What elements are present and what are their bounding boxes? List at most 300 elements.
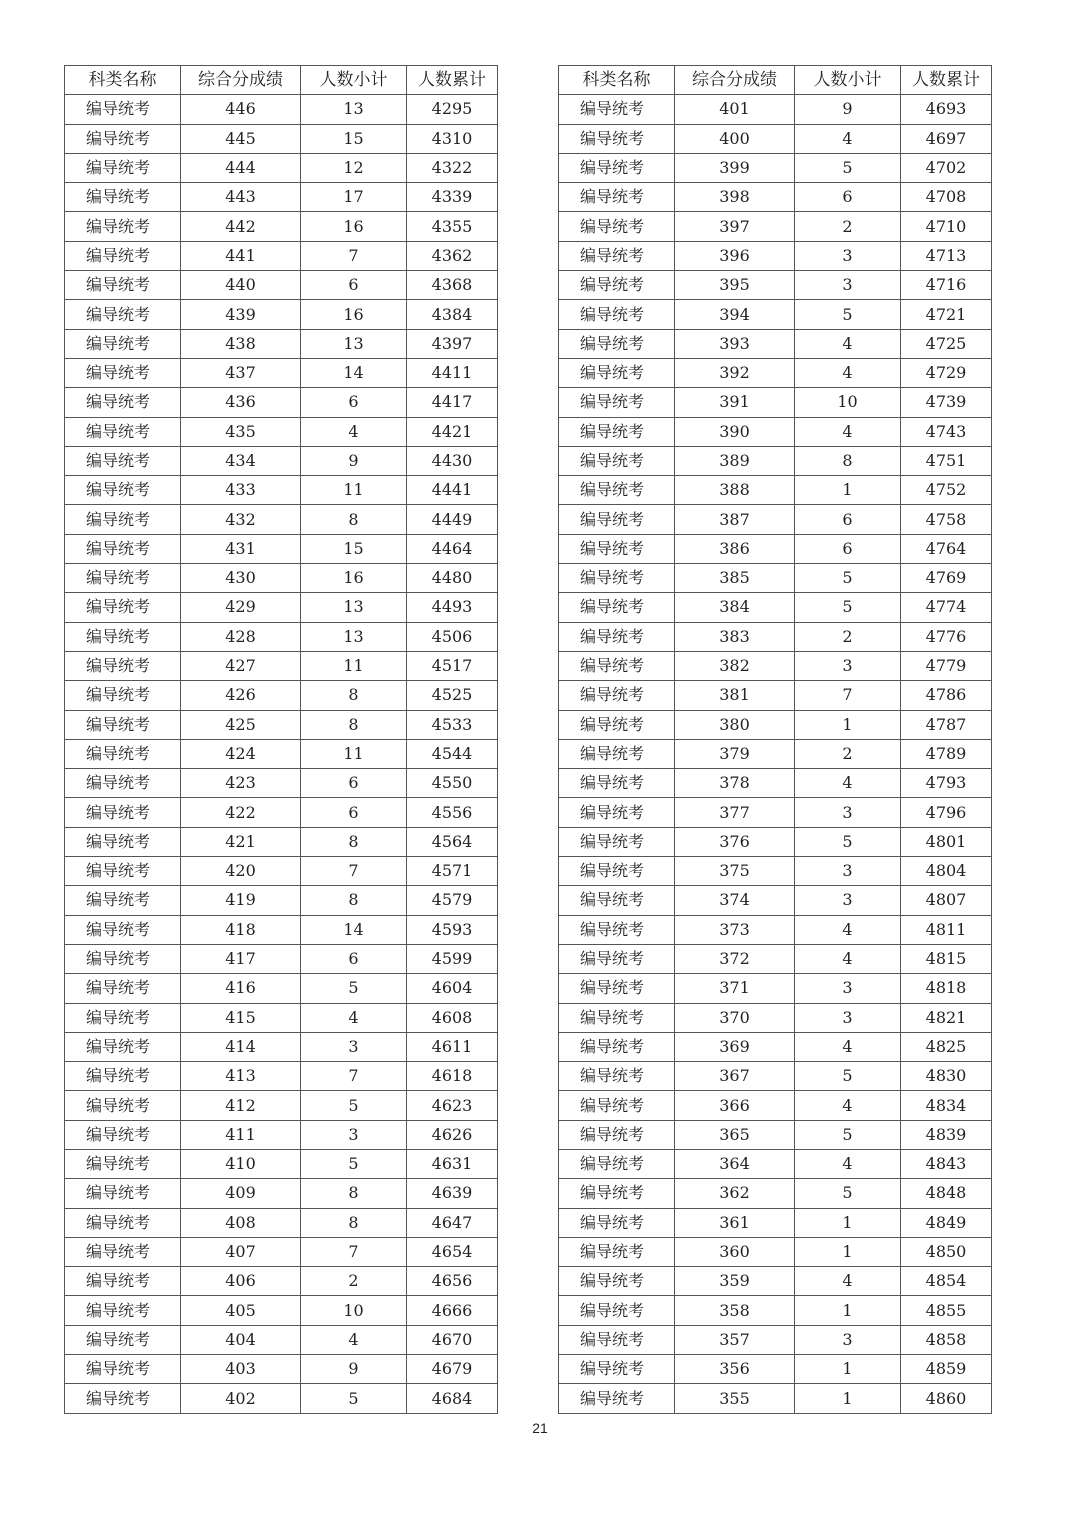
subject-cell: 编导统考 — [559, 153, 675, 182]
count-cell: 5 — [795, 153, 901, 182]
score-cell: 359 — [675, 1267, 795, 1296]
count-cell: 3 — [301, 1032, 407, 1061]
count-cell: 7 — [301, 857, 407, 886]
score-cell: 383 — [675, 622, 795, 651]
cumulative-cell: 4430 — [407, 446, 498, 475]
column-header-score: 综合分成绩 — [181, 66, 301, 95]
subject-cell: 编导统考 — [559, 1032, 675, 1061]
table-row — [65, 358, 498, 387]
subject-cell: 编导统考 — [65, 417, 181, 446]
table-row — [65, 95, 498, 124]
table-row — [559, 651, 992, 680]
subject-cell: 编导统考 — [65, 358, 181, 387]
table-row — [65, 1062, 498, 1091]
count-cell: 1 — [795, 710, 901, 739]
table-row — [559, 417, 992, 446]
table-row — [559, 183, 992, 212]
subject-cell: 编导统考 — [559, 974, 675, 1003]
count-cell: 3 — [795, 1003, 901, 1032]
count-cell: 6 — [301, 798, 407, 827]
subject-cell: 编导统考 — [559, 827, 675, 856]
cumulative-cell: 4666 — [407, 1296, 498, 1325]
score-cell: 377 — [675, 798, 795, 827]
table-row — [559, 593, 992, 622]
score-cell: 407 — [181, 1237, 301, 1266]
cumulative-cell: 4801 — [901, 827, 992, 856]
table-row — [65, 446, 498, 475]
cumulative-cell: 4708 — [901, 183, 992, 212]
subject-cell: 编导统考 — [559, 564, 675, 593]
count-cell: 7 — [301, 1062, 407, 1091]
table-row — [65, 651, 498, 680]
score-cell: 396 — [675, 241, 795, 270]
subject-cell: 编导统考 — [65, 534, 181, 563]
cumulative-cell: 4693 — [901, 95, 992, 124]
table-row — [65, 622, 498, 651]
count-cell: 5 — [795, 564, 901, 593]
table-row — [559, 1003, 992, 1032]
count-cell: 4 — [795, 1149, 901, 1178]
subject-cell: 编导统考 — [559, 95, 675, 124]
cumulative-cell: 4825 — [901, 1032, 992, 1061]
subject-cell: 编导统考 — [65, 1296, 181, 1325]
score-table-right — [558, 65, 992, 1414]
subject-cell: 编导统考 — [65, 241, 181, 270]
score-cell: 362 — [675, 1179, 795, 1208]
table-row — [559, 476, 992, 505]
subject-cell: 编导统考 — [65, 710, 181, 739]
cumulative-cell: 4764 — [901, 534, 992, 563]
subject-cell: 编导统考 — [559, 1267, 675, 1296]
cumulative-cell: 4789 — [901, 739, 992, 768]
count-cell: 1 — [795, 1355, 901, 1384]
cumulative-cell: 4449 — [407, 505, 498, 534]
cumulative-cell: 4564 — [407, 827, 498, 856]
score-cell: 399 — [675, 153, 795, 182]
score-cell: 387 — [675, 505, 795, 534]
subject-cell: 编导统考 — [65, 212, 181, 241]
table-row — [65, 886, 498, 915]
score-cell: 357 — [675, 1325, 795, 1354]
cumulative-cell: 4821 — [901, 1003, 992, 1032]
cumulative-cell: 4710 — [901, 212, 992, 241]
table-row — [65, 827, 498, 856]
cumulative-cell: 4716 — [901, 271, 992, 300]
count-cell: 8 — [301, 1208, 407, 1237]
table-row — [65, 1384, 498, 1413]
subject-cell: 编导统考 — [559, 534, 675, 563]
subject-cell: 编导统考 — [559, 271, 675, 300]
count-cell: 8 — [301, 886, 407, 915]
cumulative-cell: 4608 — [407, 1003, 498, 1032]
subject-cell: 编导统考 — [559, 886, 675, 915]
column-header-cumulative: 人数累计 — [407, 66, 498, 95]
table-row — [65, 1296, 498, 1325]
table-row — [559, 1149, 992, 1178]
table-row — [65, 1325, 498, 1354]
score-cell: 443 — [181, 183, 301, 212]
count-cell: 3 — [795, 857, 901, 886]
subject-cell: 编导统考 — [559, 300, 675, 329]
subject-cell: 编导统考 — [559, 1296, 675, 1325]
subject-cell: 编导统考 — [559, 241, 675, 270]
cumulative-cell: 4843 — [901, 1149, 992, 1178]
count-cell: 16 — [301, 212, 407, 241]
count-cell: 5 — [795, 300, 901, 329]
cumulative-cell: 4480 — [407, 564, 498, 593]
score-cell: 402 — [181, 1384, 301, 1413]
table-row — [559, 329, 992, 358]
cumulative-cell: 4639 — [407, 1179, 498, 1208]
score-cell: 442 — [181, 212, 301, 241]
count-cell: 6 — [795, 534, 901, 563]
subject-cell: 编导统考 — [65, 1120, 181, 1149]
score-cell: 364 — [675, 1149, 795, 1178]
subject-cell: 编导统考 — [65, 944, 181, 973]
subject-cell: 编导统考 — [65, 124, 181, 153]
score-cell: 395 — [675, 271, 795, 300]
count-cell: 5 — [301, 1149, 407, 1178]
count-cell: 4 — [795, 329, 901, 358]
table-row — [559, 886, 992, 915]
subject-cell: 编导统考 — [559, 1062, 675, 1091]
subject-cell: 编导统考 — [559, 1237, 675, 1266]
score-cell: 420 — [181, 857, 301, 886]
score-cell: 391 — [675, 388, 795, 417]
subject-cell: 编导统考 — [65, 886, 181, 915]
cumulative-cell: 4684 — [407, 1384, 498, 1413]
count-cell: 2 — [795, 622, 901, 651]
count-cell: 8 — [301, 710, 407, 739]
score-cell: 379 — [675, 739, 795, 768]
subject-cell: 编导统考 — [559, 183, 675, 212]
score-cell: 416 — [181, 974, 301, 1003]
score-cell: 381 — [675, 681, 795, 710]
score-cell: 411 — [181, 1120, 301, 1149]
score-cell: 356 — [675, 1355, 795, 1384]
subject-cell: 编导统考 — [65, 681, 181, 710]
table-row — [559, 564, 992, 593]
count-cell: 11 — [301, 739, 407, 768]
cumulative-cell: 4839 — [901, 1120, 992, 1149]
table-row — [559, 534, 992, 563]
count-cell: 13 — [301, 622, 407, 651]
score-cell: 409 — [181, 1179, 301, 1208]
cumulative-cell: 4786 — [901, 681, 992, 710]
cumulative-cell: 4355 — [407, 212, 498, 241]
table-row — [65, 1120, 498, 1149]
score-cell: 429 — [181, 593, 301, 622]
subject-cell: 编导统考 — [65, 1267, 181, 1296]
count-cell: 8 — [301, 681, 407, 710]
score-cell: 366 — [675, 1091, 795, 1120]
subject-cell: 编导统考 — [559, 1208, 675, 1237]
cumulative-cell: 4848 — [901, 1179, 992, 1208]
count-cell: 7 — [301, 1237, 407, 1266]
count-cell: 16 — [301, 564, 407, 593]
cumulative-cell: 4779 — [901, 651, 992, 680]
table-row — [65, 505, 498, 534]
score-cell: 436 — [181, 388, 301, 417]
subject-cell: 编导统考 — [65, 1179, 181, 1208]
table-row — [65, 1179, 498, 1208]
count-cell: 2 — [301, 1267, 407, 1296]
cumulative-cell: 4295 — [407, 95, 498, 124]
column-header-cumulative: 人数累计 — [901, 66, 992, 95]
score-cell: 437 — [181, 358, 301, 387]
count-cell: 3 — [795, 271, 901, 300]
table-row — [559, 1120, 992, 1149]
count-cell: 6 — [795, 183, 901, 212]
table-row — [65, 739, 498, 768]
count-cell: 7 — [301, 241, 407, 270]
score-cell: 432 — [181, 505, 301, 534]
score-cell: 374 — [675, 886, 795, 915]
count-cell: 13 — [301, 593, 407, 622]
subject-cell: 编导统考 — [65, 1384, 181, 1413]
count-cell: 4 — [795, 1267, 901, 1296]
cumulative-cell: 4556 — [407, 798, 498, 827]
subject-cell: 编导统考 — [65, 1032, 181, 1061]
subject-cell: 编导统考 — [559, 1355, 675, 1384]
table-row — [65, 183, 498, 212]
score-cell: 414 — [181, 1032, 301, 1061]
table-row — [65, 241, 498, 270]
subject-cell: 编导统考 — [559, 476, 675, 505]
table-row — [65, 300, 498, 329]
table-row — [559, 1091, 992, 1120]
table-row — [559, 388, 992, 417]
count-cell: 5 — [795, 1062, 901, 1091]
table-row — [559, 1208, 992, 1237]
count-cell: 5 — [301, 1091, 407, 1120]
table-row — [559, 241, 992, 270]
cumulative-cell: 4339 — [407, 183, 498, 212]
cumulative-cell: 4647 — [407, 1208, 498, 1237]
score-cell: 373 — [675, 915, 795, 944]
score-cell: 398 — [675, 183, 795, 212]
score-cell: 426 — [181, 681, 301, 710]
cumulative-cell: 4464 — [407, 534, 498, 563]
subject-cell: 编导统考 — [559, 622, 675, 651]
score-cell: 382 — [675, 651, 795, 680]
score-cell: 358 — [675, 1296, 795, 1325]
score-cell: 421 — [181, 827, 301, 856]
count-cell: 4 — [795, 358, 901, 387]
column-header-subject: 科类名称 — [65, 66, 181, 95]
table-row — [65, 710, 498, 739]
count-cell: 9 — [301, 446, 407, 475]
count-cell: 6 — [301, 944, 407, 973]
column-header-score: 综合分成绩 — [675, 66, 795, 95]
cumulative-cell: 4384 — [407, 300, 498, 329]
subject-cell: 编导统考 — [65, 183, 181, 212]
table-row — [65, 1208, 498, 1237]
score-cell: 405 — [181, 1296, 301, 1325]
table-row — [559, 739, 992, 768]
count-cell: 6 — [301, 271, 407, 300]
table-row — [559, 505, 992, 534]
cumulative-cell: 4362 — [407, 241, 498, 270]
subject-cell: 编导统考 — [65, 446, 181, 475]
score-cell: 372 — [675, 944, 795, 973]
table-row — [559, 857, 992, 886]
count-cell: 8 — [795, 446, 901, 475]
subject-cell: 编导统考 — [65, 476, 181, 505]
table-row — [65, 476, 498, 505]
subject-cell: 编导统考 — [559, 1120, 675, 1149]
count-cell: 1 — [795, 476, 901, 505]
table-row — [65, 271, 498, 300]
count-cell: 10 — [301, 1296, 407, 1325]
score-cell: 385 — [675, 564, 795, 593]
score-cell: 423 — [181, 769, 301, 798]
cumulative-cell: 4604 — [407, 974, 498, 1003]
score-cell: 424 — [181, 739, 301, 768]
count-cell: 6 — [795, 505, 901, 534]
score-cell: 384 — [675, 593, 795, 622]
subject-cell: 编导统考 — [65, 651, 181, 680]
cumulative-cell: 4793 — [901, 769, 992, 798]
subject-cell: 编导统考 — [65, 622, 181, 651]
count-cell: 3 — [795, 974, 901, 1003]
score-cell: 435 — [181, 417, 301, 446]
cumulative-cell: 4849 — [901, 1208, 992, 1237]
table-row — [559, 944, 992, 973]
table-row — [65, 1267, 498, 1296]
score-cell: 400 — [675, 124, 795, 153]
cumulative-cell: 4854 — [901, 1267, 992, 1296]
cumulative-cell: 4713 — [901, 241, 992, 270]
cumulative-cell: 4411 — [407, 358, 498, 387]
subject-cell: 编导统考 — [559, 329, 675, 358]
count-cell: 14 — [301, 915, 407, 944]
score-cell: 418 — [181, 915, 301, 944]
count-cell: 5 — [795, 593, 901, 622]
subject-cell: 编导统考 — [65, 593, 181, 622]
score-cell: 355 — [675, 1384, 795, 1413]
score-cell: 389 — [675, 446, 795, 475]
count-cell: 5 — [301, 974, 407, 1003]
count-cell: 16 — [301, 300, 407, 329]
table-row — [559, 1296, 992, 1325]
score-cell: 386 — [675, 534, 795, 563]
count-cell: 3 — [795, 1325, 901, 1354]
subject-cell: 编导统考 — [65, 1062, 181, 1091]
table-row — [65, 798, 498, 827]
score-cell: 388 — [675, 476, 795, 505]
table-row — [559, 271, 992, 300]
subject-cell: 编导统考 — [559, 446, 675, 475]
cumulative-cell: 4599 — [407, 944, 498, 973]
count-cell: 3 — [795, 886, 901, 915]
count-cell: 13 — [301, 95, 407, 124]
score-cell: 390 — [675, 417, 795, 446]
table-row — [65, 388, 498, 417]
subject-cell: 编导统考 — [559, 1325, 675, 1354]
cumulative-cell: 4774 — [901, 593, 992, 622]
table-row — [65, 1091, 498, 1120]
count-cell: 4 — [795, 769, 901, 798]
table-row — [559, 974, 992, 1003]
subject-cell: 编导统考 — [559, 1003, 675, 1032]
count-cell: 6 — [301, 388, 407, 417]
subject-cell: 编导统考 — [559, 681, 675, 710]
cumulative-cell: 4811 — [901, 915, 992, 944]
score-cell: 406 — [181, 1267, 301, 1296]
subject-cell: 编导统考 — [65, 1003, 181, 1032]
table-row — [65, 681, 498, 710]
count-cell: 1 — [795, 1384, 901, 1413]
table-row — [65, 593, 498, 622]
table-row — [65, 534, 498, 563]
score-cell: 439 — [181, 300, 301, 329]
count-cell: 4 — [795, 944, 901, 973]
score-cell: 361 — [675, 1208, 795, 1237]
cumulative-cell: 4830 — [901, 1062, 992, 1091]
table-row — [559, 1179, 992, 1208]
cumulative-cell: 4670 — [407, 1325, 498, 1354]
count-cell: 6 — [301, 769, 407, 798]
cumulative-cell: 4417 — [407, 388, 498, 417]
subject-cell: 编导统考 — [559, 1091, 675, 1120]
table-row — [65, 1237, 498, 1266]
cumulative-cell: 4654 — [407, 1237, 498, 1266]
subject-cell: 编导统考 — [559, 212, 675, 241]
cumulative-cell: 4725 — [901, 329, 992, 358]
subject-cell: 编导统考 — [65, 1355, 181, 1384]
subject-cell: 编导统考 — [559, 1179, 675, 1208]
table-row — [65, 857, 498, 886]
table-row — [559, 798, 992, 827]
count-cell: 5 — [795, 1120, 901, 1149]
score-cell: 404 — [181, 1325, 301, 1354]
subject-cell: 编导统考 — [559, 915, 675, 944]
cumulative-cell: 4517 — [407, 651, 498, 680]
count-cell: 9 — [795, 95, 901, 124]
table-row — [65, 212, 498, 241]
cumulative-cell: 4729 — [901, 358, 992, 387]
score-cell: 433 — [181, 476, 301, 505]
table-row — [65, 153, 498, 182]
count-cell: 10 — [795, 388, 901, 417]
count-cell: 4 — [795, 417, 901, 446]
table-row — [559, 915, 992, 944]
subject-cell: 编导统考 — [65, 739, 181, 768]
count-cell: 1 — [795, 1208, 901, 1237]
table-row — [559, 153, 992, 182]
count-cell: 2 — [795, 212, 901, 241]
cumulative-cell: 4697 — [901, 124, 992, 153]
subject-cell: 编导统考 — [65, 300, 181, 329]
count-cell: 4 — [795, 1091, 901, 1120]
score-cell: 445 — [181, 124, 301, 153]
subject-cell: 编导统考 — [559, 710, 675, 739]
cumulative-cell: 4739 — [901, 388, 992, 417]
subject-cell: 编导统考 — [559, 388, 675, 417]
count-cell: 11 — [301, 476, 407, 505]
cumulative-cell: 4525 — [407, 681, 498, 710]
subject-cell: 编导统考 — [65, 1149, 181, 1178]
score-cell: 434 — [181, 446, 301, 475]
cumulative-cell: 4611 — [407, 1032, 498, 1061]
score-cell: 394 — [675, 300, 795, 329]
subject-cell: 编导统考 — [65, 827, 181, 856]
count-cell: 4 — [795, 1032, 901, 1061]
count-cell: 3 — [795, 651, 901, 680]
cumulative-cell: 4860 — [901, 1384, 992, 1413]
cumulative-cell: 4787 — [901, 710, 992, 739]
